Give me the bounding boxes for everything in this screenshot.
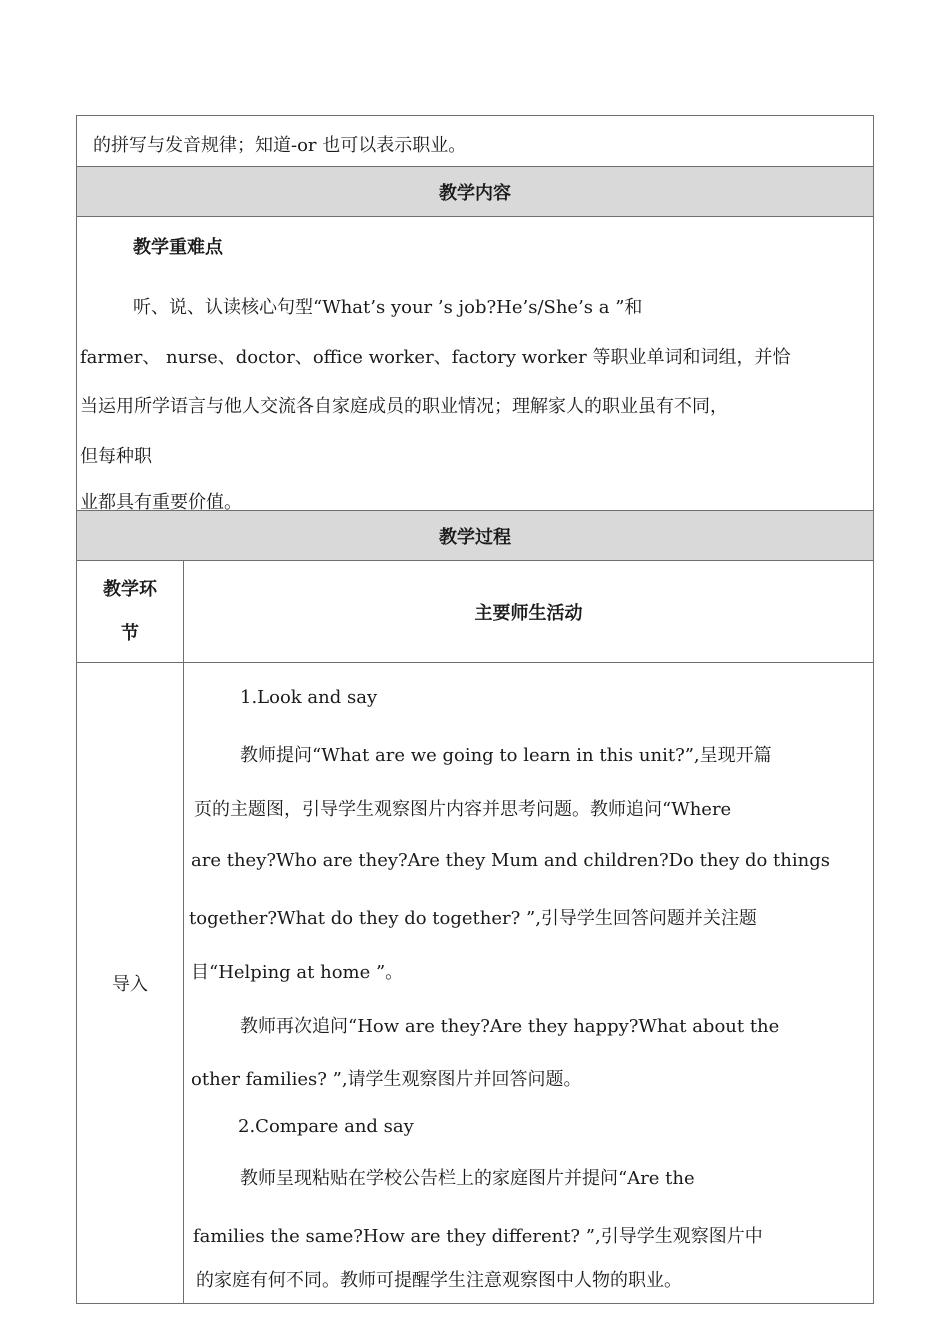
activity-column-header: 主要师生活动 <box>184 561 874 663</box>
key-points-title: 教学重难点 <box>133 237 223 258</box>
content-header-row <box>77 167 874 217</box>
intro-stage-row <box>77 663 874 1304</box>
key-points-line-3: 当运用所学语言与他人交流各自家庭成员的职业情况；理解家人的职业虽有不同， <box>80 396 728 417</box>
key-points-line-2: farmer、 nurse、doctor、office worker、factory worker 等职业单词和词组，并恰 <box>80 347 791 368</box>
activity-line-10: 教师呈现粘贴在学校公告栏上的家庭图片并提问“Are the <box>240 1168 695 1189</box>
activity-line-1: 1.Look and say <box>240 687 378 708</box>
key-points-line-1: 听、说、认读核心句型“What’s your ’s job?He’s/She’s a ”和 <box>133 297 643 318</box>
continuation-text: 的拼写与发音规律；知道-or 也可以表示职业。 <box>93 135 467 156</box>
stage-column-header-line-1: 教学环 <box>103 578 157 600</box>
key-points-row <box>77 217 874 511</box>
activity-line-4: are they?Who are they?Are they Mum and children?Do they do things <box>191 850 830 871</box>
activity-line-5: together?What do they do together? ”,引导学生回答问题并关注题 <box>189 908 757 929</box>
activity-line-11: families the same?How are they different? ”,引导学生观察图片中 <box>193 1226 763 1247</box>
lesson-plan-page <box>76 115 873 1304</box>
stage-name: 导入 <box>77 663 184 1304</box>
key-points-line-5: 业都具有重要价值。 <box>80 492 242 513</box>
activity-line-7: 教师再次追问“How are they?Are they happy?What about the <box>240 1016 780 1037</box>
activity-line-2: 教师提问“What are we going to learn in this unit?”,呈现开篇 <box>240 745 772 766</box>
activity-line-12: 的家庭有何不同。教师可提醒学生注意观察图中人物的职业。 <box>196 1270 682 1291</box>
process-section-header: 教学过程 <box>77 511 874 561</box>
key-points-cell <box>77 217 874 511</box>
activity-line-8: other families? ”,请学生观察图片并回答问题。 <box>191 1069 582 1090</box>
activity-cell <box>184 663 874 1304</box>
activity-line-3: 页的主题图，引导学生观察图片内容并思考问题。教师追问“Where <box>194 799 732 820</box>
process-header-row <box>77 511 874 561</box>
activity-line-6: 目“Helping at home ”。 <box>191 962 404 983</box>
continuation-row <box>77 116 874 167</box>
key-points-line-4: 但每种职 <box>80 446 152 467</box>
activity-line-9: 2.Compare and say <box>238 1116 414 1137</box>
stage-column-header-line-2: 节 <box>121 622 139 644</box>
content-section-header: 教学内容 <box>77 167 874 217</box>
stage-column-header <box>77 561 184 663</box>
column-header-row <box>77 561 874 663</box>
lesson-plan-table <box>76 115 874 1304</box>
